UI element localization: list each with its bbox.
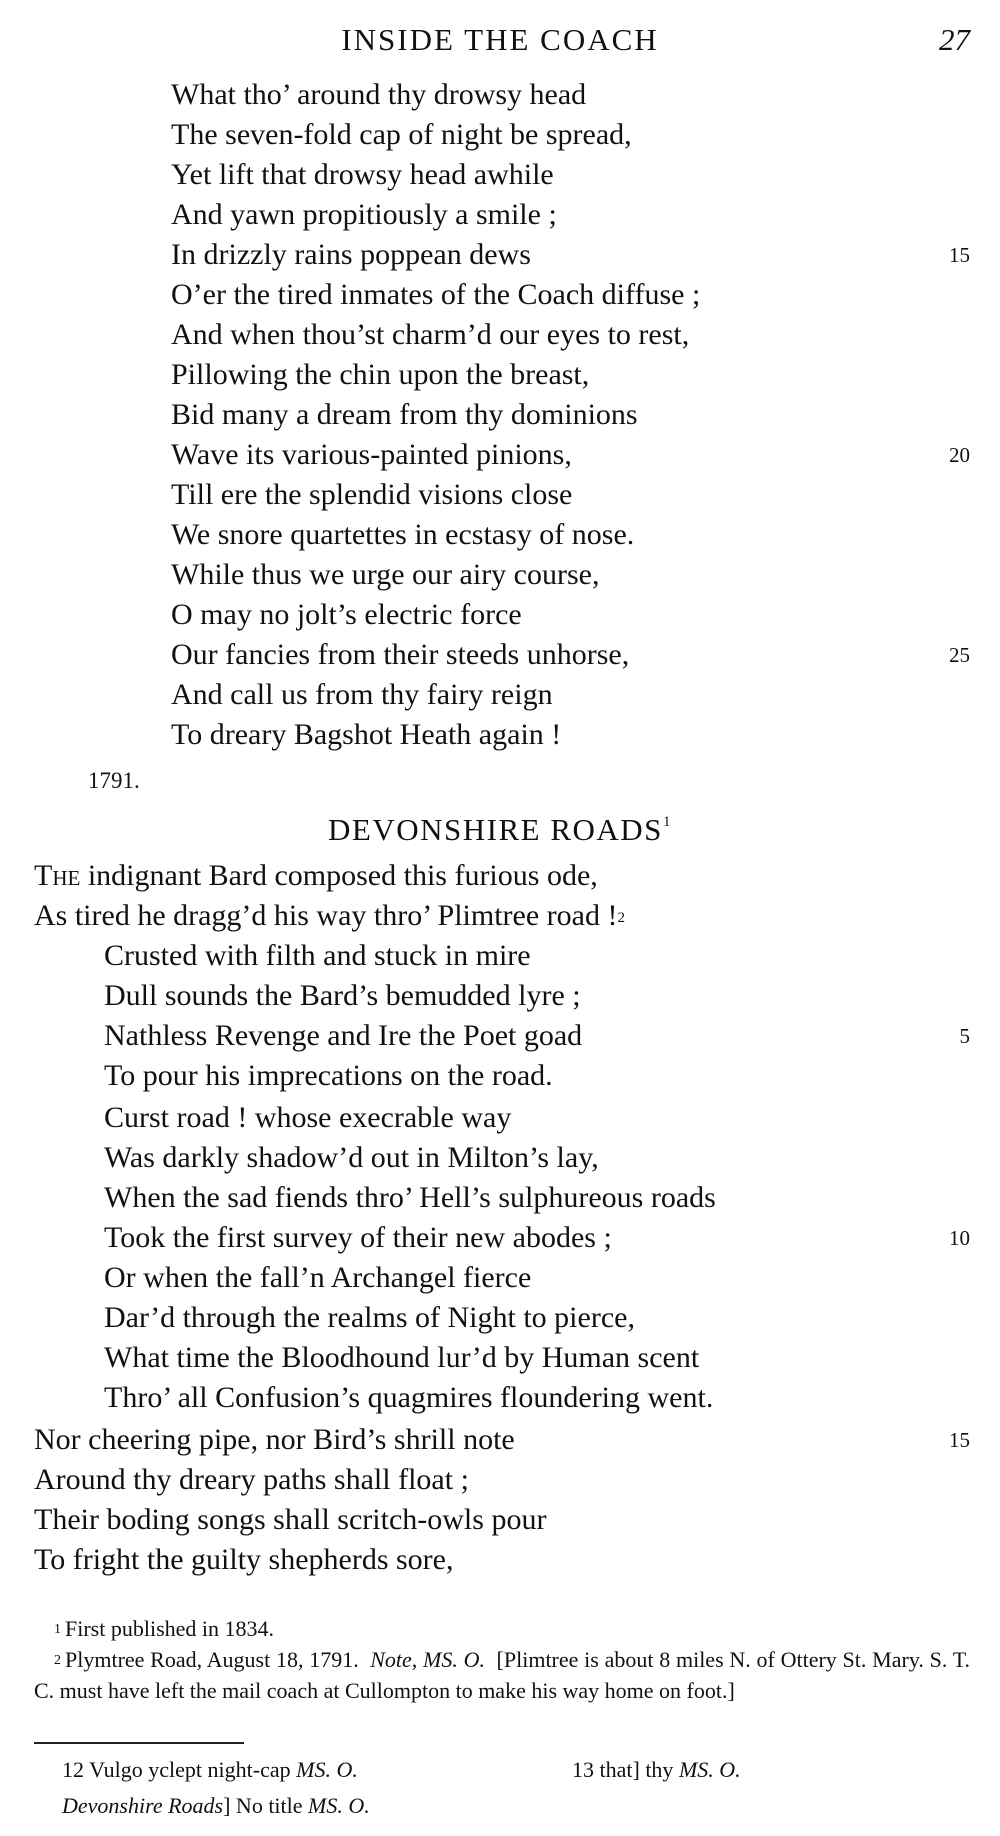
poem-line (0, 515, 1000, 555)
variant-line-13: 13 that] thy MS. O. (572, 1757, 741, 1782)
variant-row (62, 1788, 972, 1824)
poem-line (0, 1138, 1000, 1178)
footnote-divider (34, 1742, 244, 1744)
poem-date: 1791. (88, 768, 140, 793)
poem-line (0, 1218, 1000, 1258)
poem-line-text: Nathless Revenge and Ire the Poet goad (104, 1019, 583, 1052)
poem-line-text: Curst road ! whose execrable way (104, 1101, 512, 1134)
footnote-editorial: [Plimtree is about 8 miles N. of Ottery St. Mary. S. T. C. must have left the mail coach at Cullompton to make his way home on foot.] (34, 1647, 971, 1703)
footnote-text: Plymtree Road, August 18, 1791. (65, 1647, 359, 1672)
intro-line-2: As tired he dragg’d his way thro’ Plimtree road ! (34, 899, 618, 932)
poem-line (0, 1338, 1000, 1378)
poem-stanza-1 (0, 936, 1000, 1096)
intro-line-1: indignant Bard composed this furious ode, (80, 859, 598, 892)
poem-line-text: Till ere the splendid visions close (171, 478, 573, 511)
poem-line (0, 635, 1000, 675)
line-number: 10 (949, 1226, 970, 1250)
page-number: 27 (939, 22, 970, 57)
poem-line-text: We snore quartettes in ecstasy of nose. (171, 518, 635, 551)
poem-line (0, 435, 1000, 475)
poem-line (0, 675, 1000, 715)
poem-line (0, 155, 1000, 195)
poem-stanza-2 (0, 1098, 1000, 1418)
poem-inside-the-coach-continued (0, 75, 1000, 755)
poem-line-text: What time the Bloodhound lur’d by Human scent (104, 1341, 700, 1374)
textual-variants (62, 1752, 972, 1824)
variant-row (62, 1752, 972, 1788)
poem-line (0, 1056, 1000, 1096)
poem-line (0, 1460, 1000, 1500)
poem-line (0, 275, 1000, 315)
footnote-ref-1: 1 (662, 814, 672, 830)
footnote-mark: 2 (54, 1653, 61, 1668)
poem-line (0, 896, 1000, 936)
line-number: 5 (959, 1024, 970, 1048)
poem-line-text: In drizzly rains poppean dews (171, 238, 531, 271)
poem-line-text: O’er the tired inmates of the Coach diffuse ; (171, 278, 701, 311)
poem-line (0, 315, 1000, 355)
poem-line (0, 355, 1000, 395)
poem-line-text: What tho’ around thy drowsy head (171, 78, 587, 111)
poem-line-text: And yawn propitiously a smile ; (171, 198, 557, 231)
line-number: 25 (949, 643, 970, 667)
poem-line (0, 595, 1000, 635)
poem-line (0, 1420, 1000, 1460)
poem-line (0, 115, 1000, 155)
poem-line-text: Wave its various-painted pinions, (171, 438, 572, 471)
line-number: 15 (949, 243, 970, 267)
poem-line-text: Our fancies from their steeds unhorse, (171, 638, 630, 671)
footnote-mark: 1 (54, 1622, 61, 1637)
poem-line (0, 395, 1000, 435)
poem-line-text: Thro’ all Confusion’s quagmires floundering went. (104, 1381, 714, 1414)
poem-line (0, 1540, 1000, 1580)
poem-title (0, 812, 1000, 848)
line-number: 20 (949, 443, 970, 467)
poem-line-text: Or when the fall’n Archangel fierce (104, 1261, 532, 1294)
footnote-2 (34, 1644, 970, 1706)
poem-line (0, 475, 1000, 515)
poem-line (0, 555, 1000, 595)
footnote-text: First published in 1834. (65, 1616, 275, 1641)
footnotes (34, 1613, 970, 1706)
poem-line-text: To dreary Bagshot Heath again ! (171, 718, 562, 751)
footnote-ref-2: 2 (617, 910, 625, 926)
footnote-1 (34, 1613, 970, 1644)
poem-line-text: And call us from thy fairy reign (171, 678, 553, 711)
poem-title-text: DEVONSHIRE ROADS (328, 812, 663, 847)
poem-line (0, 715, 1000, 755)
poem-line (0, 1378, 1000, 1418)
poem-line-text: Yet lift that drowsy head awhile (171, 158, 554, 191)
poem-line (0, 856, 1000, 896)
poem-line (0, 1500, 1000, 1540)
poem-line-text: To pour his imprecations on the road. (104, 1059, 553, 1092)
variant-line-12: 12 Vulgo yclept night-cap MS. O. (62, 1757, 358, 1782)
poem-line-text: To fright the guilty shepherds sore, (34, 1543, 454, 1576)
poem-line-text: The seven-fold cap of night be spread, (171, 118, 632, 151)
poem-intro (0, 856, 1000, 936)
footnote-source: Note, MS. O. (370, 1647, 486, 1672)
poem-line-text: O may no jolt’s electric force (171, 598, 522, 631)
poem-line-text: Nor cheering pipe, nor Bird’s shrill note (34, 1423, 515, 1456)
poem-line-text: Pillowing the chin upon the breast, (171, 358, 590, 391)
line-number: 15 (949, 1428, 970, 1452)
poem-line (0, 235, 1000, 275)
poem-line-text: When the sad fiends thro’ Hell’s sulphureous roads (104, 1181, 716, 1214)
poem-line (0, 1098, 1000, 1138)
poem-line (0, 1016, 1000, 1056)
poem-line-text: Dull sounds the Bard’s bemudded lyre ; (104, 979, 581, 1012)
poem-line-text: Their boding songs shall scritch-owls pour (34, 1503, 547, 1536)
poem-line (0, 1178, 1000, 1218)
poem-line-text: And when thou’st charm’d our eyes to rest, (171, 318, 690, 351)
poem-line (0, 1258, 1000, 1298)
poem-stanza-3 (0, 1420, 1000, 1580)
poem-line (0, 195, 1000, 235)
poem-line (0, 936, 1000, 976)
page-header (0, 22, 1000, 66)
poem-line-text: Bid many a dream from thy dominions (171, 398, 638, 431)
poem-line-text: Around thy dreary paths shall float ; (34, 1463, 469, 1496)
poem-line-text: While thus we urge our airy course, (171, 558, 600, 591)
poem-line (0, 75, 1000, 115)
poem-line-text: Took the first survey of their new abodes ; (104, 1221, 612, 1254)
running-head: INSIDE THE COACH (341, 22, 659, 57)
poem-line (0, 976, 1000, 1016)
variant-title: Devonshire Roads] No title MS. O. (62, 1793, 370, 1818)
poem-line-text: Was darkly shadow’d out in Milton’s lay, (104, 1141, 599, 1174)
poem-line (0, 1298, 1000, 1338)
small-caps-opening: The (34, 859, 81, 892)
poem-line-text: Crusted with filth and stuck in mire (104, 939, 531, 972)
poem-line-text: Dar’d through the realms of Night to pierce, (104, 1301, 635, 1334)
